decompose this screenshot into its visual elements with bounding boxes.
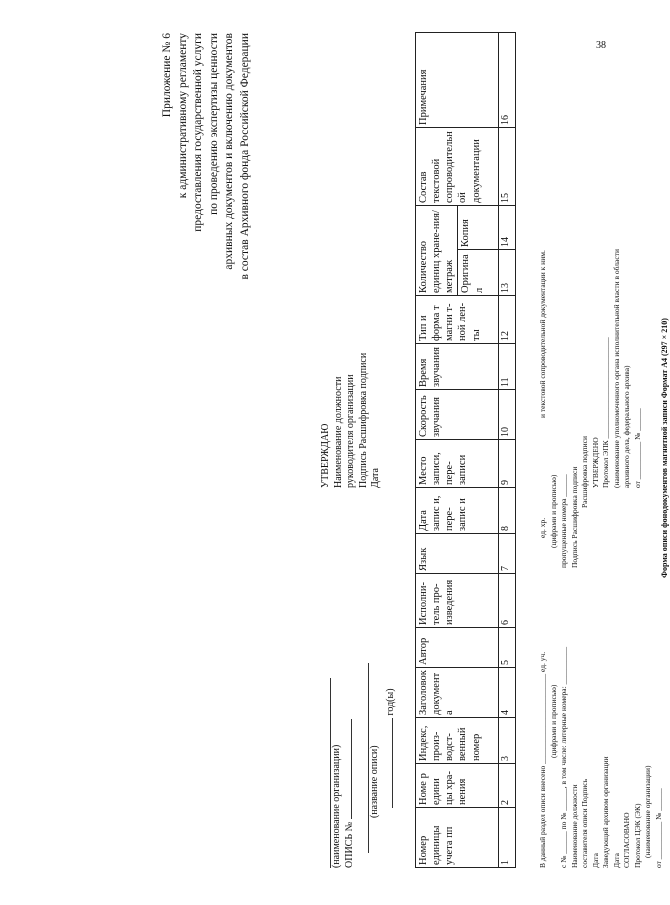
col-header: Тип и форма т магни т-ной лен-ты — [416, 296, 499, 344]
bottom-line: Наименование должности — [569, 784, 579, 868]
bottom-mid-block — [538, 248, 643, 568]
bottom-line: Протокол ЭПК ___________________________ — [601, 337, 610, 488]
approve-block — [320, 288, 383, 488]
col-header: Номер единицы учета пп — [416, 808, 499, 868]
approve-line: Подпись Расшифровка подписи — [357, 352, 369, 488]
col-number: 3 — [499, 718, 516, 764]
header-left — [320, 648, 397, 868]
approve-line: Дата — [370, 468, 381, 488]
col-header: Автор — [416, 628, 499, 668]
col-header: Заголовок документа — [416, 668, 499, 718]
approve-line: Наименование должности — [332, 376, 344, 488]
col-number: 14 — [499, 206, 516, 250]
col-number: 6 — [499, 574, 516, 628]
appendix-line: в состав Архивного фонда Российской Федерации — [238, 33, 251, 280]
bottom-line: (наименование уполномоченного органа исполнительной власти в области архивного дела, федерального архива) — [611, 249, 631, 488]
col-number: 2 — [499, 764, 516, 808]
org-label: (наименование организации) — [331, 744, 342, 868]
col-header: Состав текстовой сопроводительной документации — [416, 128, 499, 206]
bottom-line: от __________ № ______ — [632, 408, 642, 488]
approve-line: руководителя организации — [345, 374, 356, 488]
appendix-line: к административному регламенту — [176, 33, 189, 199]
col-header: Индекс, произ-водст-венный номер — [416, 718, 499, 764]
opis-name-line — [356, 663, 369, 853]
col-header: Язык — [416, 534, 499, 574]
col-header: Примечания — [416, 33, 499, 128]
col-number: 7 — [499, 534, 516, 574]
table-header-row — [416, 33, 458, 868]
footer-format: Форма описи фонодокументов магнитной записи Формат А4 (297 × 210) — [660, 318, 669, 578]
approve-title: УТВЕРЖДАЮ — [320, 423, 331, 488]
col-subheader: Оригинал — [458, 250, 499, 296]
appendix-line: архивных документов и включению документов — [223, 33, 236, 270]
opis-label-text: ОПИСЬ № — [343, 821, 355, 868]
col-header: Скорость звучания — [416, 390, 499, 440]
bottom-line: с № ______ по № ______, в том числе: литерные номера: __________ — [559, 646, 568, 868]
org-line — [320, 678, 331, 868]
opis-name-label: (название описи) — [369, 745, 380, 818]
inventory-table — [415, 32, 516, 868]
col-subheader: Копия — [458, 206, 499, 250]
years-row — [385, 648, 398, 868]
appendix-title: Приложение № 6 — [161, 33, 173, 118]
col-number: 16 — [499, 33, 516, 128]
col-number: 5 — [499, 628, 516, 668]
col-number: 11 — [499, 344, 516, 390]
bottom-line: (цифрами и прописью) — [548, 474, 558, 548]
bottom-line: В данный раздел описи внесено ________________________ ед. уч. — [538, 651, 547, 868]
col-header: Место записи, пере-записи — [416, 440, 499, 488]
col-number: 12 — [499, 296, 516, 344]
col-header: Номе р едини цы хра-нения — [416, 764, 499, 808]
bottom-line: Расшифровка подписи — [580, 436, 589, 508]
bottom-line: от __________ № ______ — [653, 788, 663, 868]
tech-note: и текстовой сопроводительной документации к ним. — [538, 250, 547, 418]
col-header: Количество единиц хране-ния/метраж — [416, 206, 458, 296]
bottom-line: Дата — [590, 853, 600, 868]
col-header: Дата запис и, пере-запис и — [416, 488, 499, 534]
bottom-line: составителя описи Подпись — [580, 778, 589, 868]
rotated-sheet — [160, 33, 669, 868]
table-number-row — [499, 33, 516, 868]
col-number: 1 — [499, 808, 516, 868]
years-label: год(ы) — [384, 688, 396, 716]
col-number: 4 — [499, 668, 516, 718]
bottom-line: ед. хр. — [538, 517, 547, 538]
bottom-line: пропущенные номера ______ — [559, 474, 568, 568]
col-number: 13 — [499, 250, 516, 296]
bottom-line: Заведующий архивом организации — [601, 756, 610, 868]
appendix-block — [160, 33, 253, 463]
bottom-line: Протокол ЦЭК (ЭК) — [632, 803, 642, 868]
bottom-line: СОГЛАСОВАНО — [622, 812, 631, 868]
bottom-line: УТВЕРЖДЕНО — [590, 437, 600, 488]
col-number: 8 — [499, 488, 516, 534]
appendix-line: предоставления государственной услуги — [192, 33, 205, 232]
col-header: Время звучания — [416, 344, 499, 390]
appendix-line: по проведению экспертизы ценности — [207, 33, 220, 215]
col-number: 10 — [499, 390, 516, 440]
col-number: 15 — [499, 128, 516, 206]
col-number: 9 — [499, 440, 516, 488]
page-number: 38 — [596, 40, 606, 51]
bottom-line: (наименование организации) — [643, 765, 652, 858]
col-header: Исполни-тель про-изведения — [416, 574, 499, 628]
bottom-line: Подпись Расшифровка подписи — [569, 466, 579, 568]
bottom-line: Дата — [611, 853, 621, 868]
bottom-line: (цифрами и прописью) — [548, 684, 558, 758]
opis-label — [344, 648, 357, 868]
